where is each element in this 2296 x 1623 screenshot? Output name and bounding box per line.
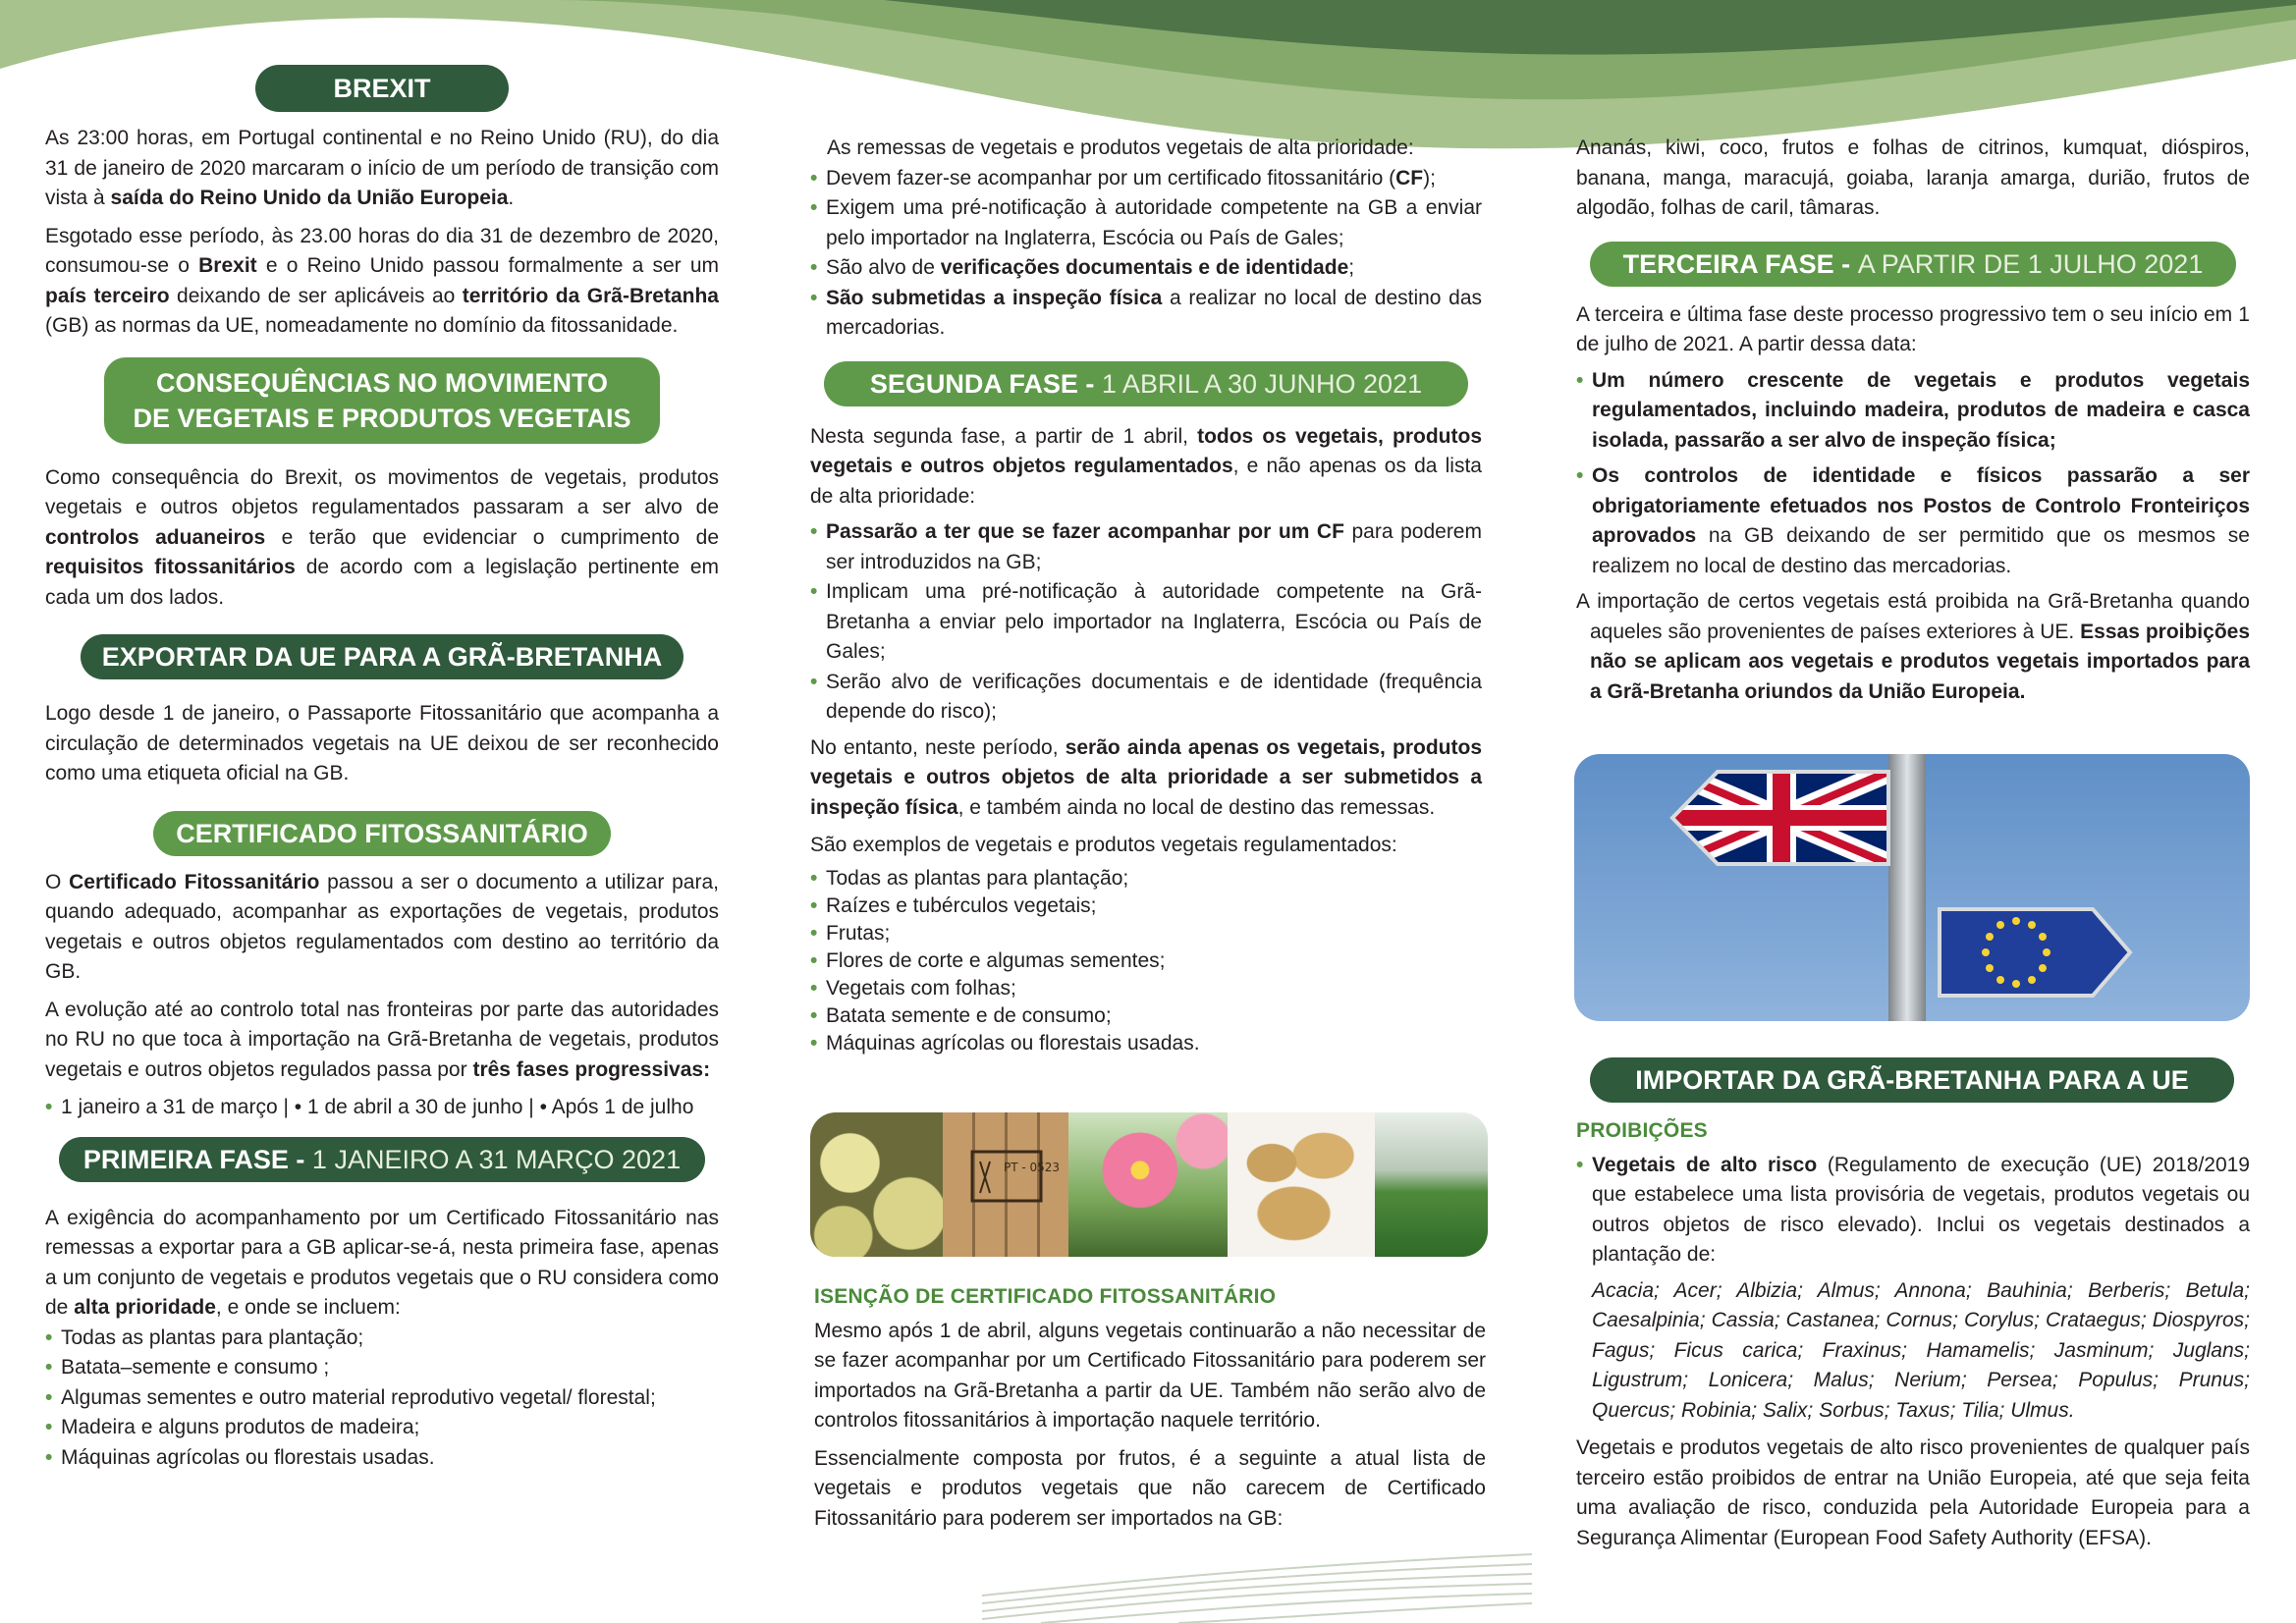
text-bold: Essas proibições não se aplicam aos vegetais e produtos vegetais importados para a Grã-Bretanha oriundos da União Europeia.: [1590, 620, 2251, 703]
import-heading-text: IMPORTAR DA GRÃ-BRETANHA PARA A UE: [1635, 1065, 2189, 1095]
uk-flag-sign-icon: [1672, 772, 1888, 864]
text: e terão que evidenciar o cumprimento de: [265, 525, 719, 549]
third-phase-list: [1576, 366, 2250, 582]
phases-list: [45, 1093, 719, 1123]
text: As 23:00 horas, em Portugal continental e no Reino Unido (RU), do dia 31 de janeiro de 2020 marcaram o início de um período de transição com vista à: [45, 127, 719, 209]
text: No entanto, neste período,: [810, 735, 1066, 759]
list-item: • Vegetais com folhas;: [810, 975, 1482, 1002]
text: Devem fazer-se acompanhar por um certificado fitossanitário (: [826, 166, 1396, 189]
certificate-heading-text: CERTIFICADO FITOSSANITÁRIO: [176, 818, 588, 848]
potatoes-photo: [1228, 1112, 1375, 1257]
exemption-heading: ISENÇÃO DE CERTIFICADO FITOSSANITÁRIO: [814, 1285, 1277, 1308]
list-item: • Todas as plantas para plantação;: [45, 1324, 719, 1354]
column-left: [45, 65, 719, 1473]
exemption-paragraph-1: Mesmo após 1 de abril, alguns vegetais continuarão a não necessitar de se fazer acompanhar por um Certificado Fitossanitário para poderem ser importados na Grã-Bretanha a partir da UE. Também não serão alvo de controlos fitossanitários à importação naquele território.: [814, 1319, 1486, 1432]
second-phase-list: [810, 517, 1482, 728]
prohibitions-list: [1576, 1151, 2250, 1271]
column-middle: [810, 134, 1482, 1057]
first-phase-heading: [59, 1137, 705, 1182]
list-item: • Madeira e alguns produtos de madeira;: [45, 1413, 719, 1443]
exemption-section: [814, 1282, 1486, 1542]
high-risk-genera-list: Acacia; Acer; Albizia; Almus; Annona; Bauhinia; Berberis; Betula; Caesalpinia; Cassia; Castanea; Cornus; Corylus; Crataegus; Diospyros; Fagus; Ficus carica; Fraxinus; Hamamelis; Jasminum; Juglans; Ligustrum; Lonicera; Malus; Nerium; Persea; Populus; Prunus; Quercus; Robinia; Salix; Sorbus; Taxus; Tilia; Ulmus.: [1592, 1278, 2250, 1422]
second-phase-heading-bold: SEGUNDA FASE -: [869, 368, 1102, 399]
text-bold: alta prioridade: [74, 1296, 216, 1319]
text: , e não apenas os da lista de alta prioridade:: [810, 455, 1482, 508]
brexit-heading: [255, 65, 509, 112]
text: Esgotado esse período, às 23.00 horas do dia 31 de dezembro de 2020, consumou-se o: [45, 224, 719, 277]
export-heading: [81, 634, 683, 679]
text: , e também ainda no local de destino das remessas.: [957, 795, 1436, 819]
text: O: [45, 870, 70, 893]
plant-products-photo-strip: [810, 1112, 1488, 1257]
text-bold: Brexit: [198, 254, 257, 277]
signpost-illustration: [1574, 754, 2250, 1021]
pears-photo: [810, 1112, 943, 1257]
second-phase-paragraph-1: [810, 422, 1482, 513]
text-bold: controlos aduaneiros: [45, 525, 266, 549]
text: A evolução até ao controlo total nas fronteiras por parte das autoridades no RU no que toca à importação na Grã-Bretanha de vegetais, produtos vegetais e outros objetos regulados passa por: [45, 998, 719, 1081]
list-item: • Batata–semente e consumo ;: [45, 1353, 719, 1383]
second-phase-heading: [824, 361, 1468, 406]
text-bold: Vegetais de alto risco: [1592, 1153, 1818, 1176]
prohibitions-heading: PROIBIÇÕES: [1576, 1119, 1708, 1142]
third-phase-heading-light: A PARTIR DE 1 JULHO 2021: [1857, 248, 2204, 279]
first-phase-paragraph: [45, 1204, 719, 1324]
text-bold: serão ainda apenas os vegetais, produtos vegetais e outros objetos de alta prioridade a ser submetidos a inspeção física: [810, 735, 1482, 819]
text: ;: [1348, 256, 1355, 279]
text: na GB deixando de ser permitido que os mesmos se realizem no local de destino das mercadorias.: [1592, 524, 2250, 577]
certificate-heading: [153, 811, 611, 856]
high-priority-intro: As remessas de vegetais e produtos vegetais de alta prioridade:: [827, 136, 1414, 159]
list-item: • Máquinas agrícolas ou florestais usadas.: [45, 1443, 719, 1474]
list-item: • Flores de corte e algumas sementes;: [810, 947, 1482, 975]
text-bold: saída do Reino Unido da União Europeia: [110, 187, 509, 209]
list-item: • Raízes e tubérculos vegetais;: [810, 893, 1482, 920]
text: deixando de ser aplicáveis ao: [169, 284, 463, 307]
certificate-paragraph-1: [45, 868, 719, 988]
text-bold: São submetidas a inspeção física: [826, 286, 1163, 309]
text: Como consequência do Brexit, os movimentos de vegetais, produtos vegetais e outros objetos regulamentados passaram a ser alvo de: [45, 465, 719, 518]
list-item: • Exigem uma pré-notificação à autoridade competente na GB a enviar pelo importador na Inglaterra, Escócia ou País de Gales;: [810, 193, 1482, 253]
text-bold: CF: [1395, 166, 1424, 189]
consequences-heading-line-2: DE VEGETAIS E PRODUTOS VEGETAIS: [133, 403, 631, 433]
list-item: [810, 164, 1482, 194]
list-item: [1576, 1151, 2250, 1271]
first-phase-heading-bold: PRIMEIRA FASE -: [82, 1144, 312, 1174]
third-phase-heading-bold: TERCEIRA FASE -: [1622, 248, 1858, 279]
certificate-paragraph-2: [45, 996, 719, 1086]
third-phase-paragraph-1: A terceira e última fase deste processo progressivo tem o seu início em 1 de julho de 2021. A partir dessa data:: [1576, 302, 2250, 355]
text-bold: Passarão a ter que se fazer acompanhar por um CF: [826, 520, 1344, 543]
text-bold: Um número crescente de vegetais e produtos vegetais regulamentados, incluindo madeira, produtos de madeira e casca isolada, passarão a ser alvo de inspeção física;: [1592, 368, 2250, 452]
export-heading-text: EXPORTAR DA UE PARA A GRÃ-BRETANHA: [101, 642, 663, 672]
text: São alvo de: [826, 256, 941, 279]
text: A exigência do acompanhamento por um Certificado Fitossanitário nas remessas a exportar para a GB aplicar-se-á, nesta primeira fase, apenas a um conjunto de vegetais e produtos vegetais que o RU considera como de: [45, 1206, 719, 1319]
text-bold: todos os vegetais, produtos vegetais e outros objetos regulamentados: [810, 424, 1482, 477]
gerbera-flowers-photo: [1068, 1112, 1228, 1257]
list-item: • Batata semente e de consumo;: [810, 1002, 1482, 1030]
import-heading: [1590, 1057, 2234, 1103]
third-phase-paragraph-2: [1576, 587, 2250, 707]
list-item: [1576, 461, 2250, 581]
third-phase-heading: [1590, 242, 2236, 287]
wood-pallet-photo: [943, 1112, 1068, 1257]
text: a realizar no local de destino das mercadorias.: [826, 286, 1483, 339]
text-bold: território da Grã-Bretanha: [462, 284, 719, 307]
final-paragraph: Vegetais e produtos vegetais de alto risco provenientes de qualquer país terceiro estão proibidos de entrar na União Europeia, até que seja feita uma avaliação de risco, conduzida pela Autoridade Europeia para a Segurança Alimentar (European Food Safety Authority (EFSA).: [1576, 1436, 2250, 1549]
text: e o Reino Unido passou formalmente a ser um: [256, 254, 719, 277]
text: (Regulamento de execução (UE) 2018/2019 que estabelece uma lista provisória de vegetais, produtos vegetais ou outros objetos de risco elevado). Inclui os vegetais destinados a plantação de:: [1592, 1153, 2250, 1266]
text-bold: requisitos fitossanitários: [45, 556, 296, 578]
text-bold: país terceiro: [45, 284, 170, 307]
text: Nesta segunda fase, a partir de 1 abril,: [810, 424, 1198, 448]
brexit-signpost-photo: [1574, 754, 2250, 1021]
column-right: [1576, 134, 2250, 715]
exempt-fruits-list: Ananás, kiwi, coco, frutos e folhas de citrinos, kumquat, dióspiros, banana, manga, maracujá, goiaba, laranja amarga, durião, frutos de algodão, folhas de caril, tâmaras.: [1576, 136, 2250, 219]
list-item: • Todas as plantas para plantação;: [810, 865, 1482, 893]
text: A importação de certos vegetais está proibida na Grã-Bretanha quando aqueles são provenientes de países exteriores à UE.: [1576, 590, 2250, 643]
text: );: [1423, 166, 1436, 189]
brexit-paragraph-1: [45, 124, 719, 214]
brexit-heading-text: BREXIT: [333, 74, 431, 103]
list-item: [810, 517, 1482, 577]
export-paragraph: Logo desde 1 de janeiro, o Passaporte Fitossanitário que acompanha a circulação de determinados vegetais na UE deixou de ser reconhecido como uma etiqueta oficial na GB.: [45, 702, 719, 784]
text: passou a ser o documento a utilizar para, quando adequado, acompanhar as exportações de vegetais, produtos vegetais e outros objetos regulamentados com destino ao território da GB.: [45, 870, 719, 983]
list-item: [810, 284, 1482, 344]
bottom-lines-decoration: [982, 1546, 1532, 1623]
second-phase-paragraph-3: São exemplos de vegetais e produtos vegetais regulamentados:: [810, 834, 1397, 856]
list-item: • Máquinas agrícolas ou florestais usadas.: [810, 1030, 1482, 1057]
list-item: • Algumas sementes e outro material reprodutivo vegetal/ florestal;: [45, 1383, 719, 1414]
list-item: • Implicam uma pré-notificação à autoridade competente na Grã-Bretanha a enviar pelo importador na Inglaterra, Escócia ou País de Gales;: [810, 577, 1482, 668]
second-phase-paragraph-2: [810, 733, 1482, 824]
text: (GB) as normas da UE, nomeadamente no domínio da fitossanidade.: [45, 314, 679, 337]
high-priority-list: [810, 164, 1482, 344]
text: .: [508, 187, 515, 209]
consequences-heading: [104, 357, 660, 444]
consequences-paragraph: [45, 463, 719, 614]
list-item: [1576, 366, 2250, 457]
second-phase-heading-light: 1 ABRIL A 30 JUNHO 2021: [1101, 368, 1423, 399]
text-bold: Os controlos de identidade e físicos passarão a ser obrigatoriamente efetuados nos Postos de Controlo Fronteiriços aprovados: [1592, 464, 2250, 547]
text: , e onde se incluem:: [215, 1296, 401, 1319]
regulated-examples-list: [810, 865, 1482, 1057]
list-item: • Serão alvo de verificações documentais e de identidade (frequência depende do risco);: [810, 668, 1482, 728]
list-item: [810, 253, 1482, 284]
phases-line: • 1 janeiro a 31 de março | • 1 de abril a 30 de junho | • Após 1 de julho: [45, 1093, 719, 1123]
brexit-paragraph-2: [45, 222, 719, 342]
text-bold: três fases progressivas:: [472, 1057, 711, 1081]
text-bold: verificações documentais e de identidade: [940, 256, 1349, 279]
greenhouse-seedlings-photo: [1375, 1112, 1488, 1257]
text: de acordo com a legislação pertinente em cada um dos lados.: [45, 556, 719, 609]
pallet-stamp: [943, 1112, 1068, 1257]
list-item: • Frutas;: [810, 920, 1482, 947]
text-bold: Certificado Fitossanitário: [69, 870, 320, 893]
pallet-stamp-label: PT - 0523: [1004, 1161, 1061, 1174]
exemption-paragraph-2: Essencialmente composta por frutos, é a seguinte a atual lista de vegetais e produtos vegetais que não carecem de Certificado Fitossanitário para poderem ser importados na GB:: [814, 1446, 1486, 1530]
text: para poderem ser introduzidos na GB;: [826, 520, 1482, 573]
consequences-heading-line-1: CONSEQUÊNCIAS NO MOVIMENTO: [155, 367, 609, 398]
eu-flag-sign-icon: [1940, 909, 2130, 996]
import-section: [1576, 1057, 2250, 1561]
first-phase-list: [45, 1324, 719, 1474]
first-phase-heading-light: 1 JANEIRO A 31 MARÇO 2021: [311, 1144, 682, 1174]
